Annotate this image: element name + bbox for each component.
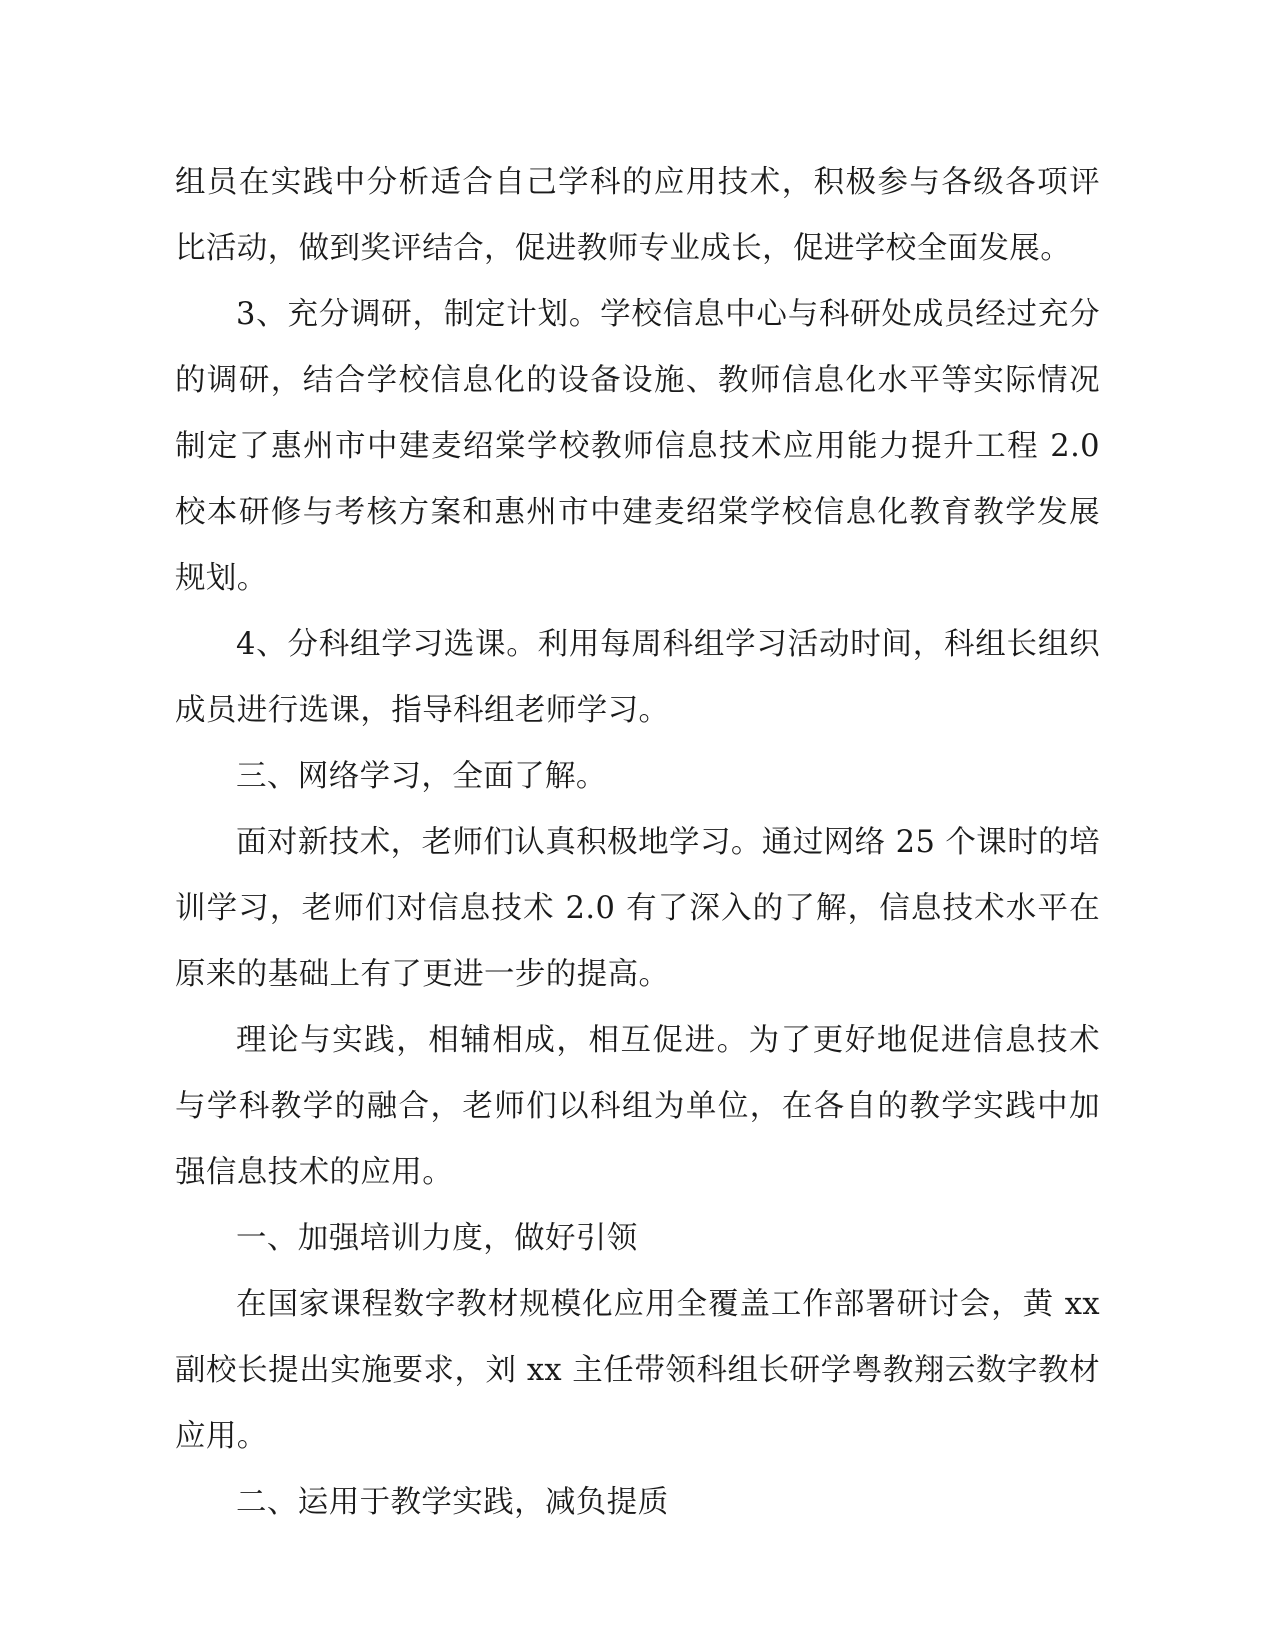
paragraph: 理论与实践，相辅相成，相互促进。为了更好地促进信息技术与学科教学的融合，老师们以科组为单位，在各自的教学实践中加强信息技术的应用。 <box>175 1023 1100 1190</box>
section-heading: 三、网络学习，全面了解。 <box>236 759 607 794</box>
section-heading: 一、加强培训力度，做好引领 <box>236 1221 638 1256</box>
document-body <box>175 150 1100 1536</box>
paragraph: 3、充分调研，制定计划。学校信息中心与科研处成员经过充分的调研，结合学校信息化的设备设施、教师信息化水平等实际情况制定了惠州市中建麦绍棠学校教师信息技术应用能力提升工程 2.0 校本研修与考核方案和惠州市中建麦绍棠学校信息化教育教学发展规划。 <box>175 297 1100 596</box>
paragraph: 4、分科组学习选课。利用每周科组学习活动时间，科组长组织成员进行选课，指导科组老师学习。 <box>175 627 1100 728</box>
paragraph: 组员在实践中分析适合自己学科的应用技术，积极参与各级各项评比活动，做到奖评结合，促进教师专业成长，促进学校全面发展。 <box>175 165 1100 266</box>
paragraph: 在国家课程数字教材规模化应用全覆盖工作部署研讨会，黄 xx 副校长提出实施要求，刘 xx 主任带领科组长研学粤教翔云数字教材应用。 <box>175 1287 1100 1454</box>
section-heading: 二、运用于教学实践，减负提质 <box>236 1485 669 1520</box>
paragraph: 面对新技术，老师们认真积极地学习。通过网络 25 个课时的培训学习，老师们对信息技术 2.0 有了深入的了解，信息技术水平在原来的基础上有了更进一步的提高。 <box>175 825 1100 992</box>
